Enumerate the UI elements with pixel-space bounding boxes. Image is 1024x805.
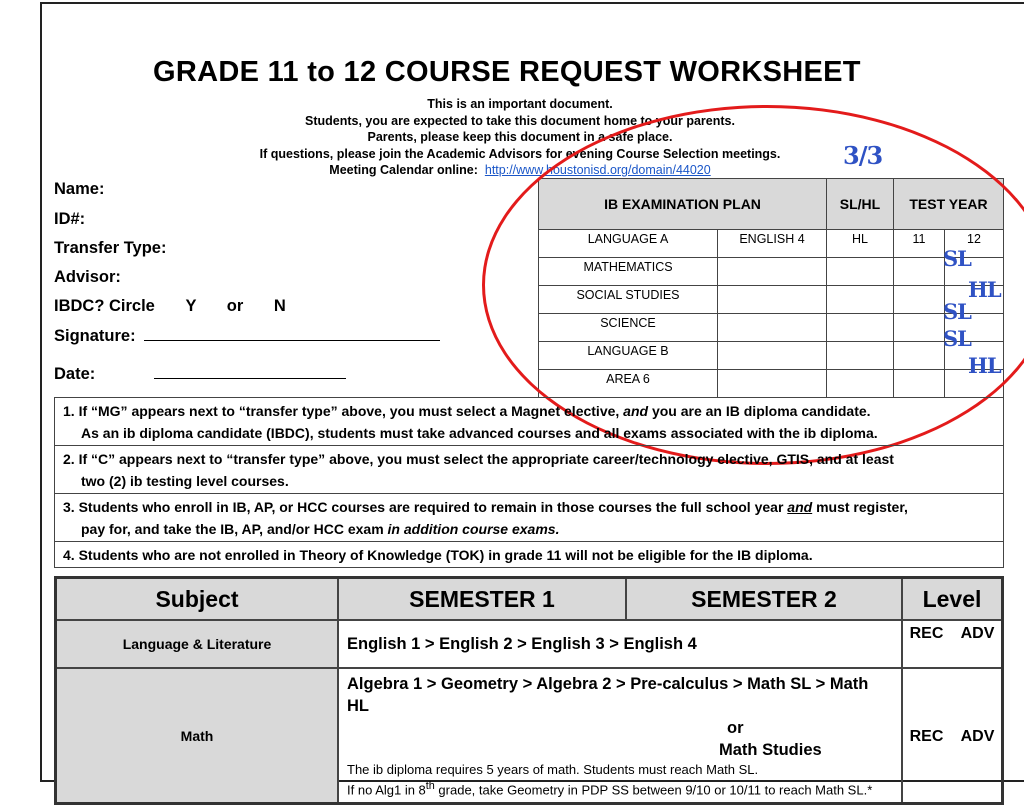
ib-level-cell[interactable]: HL [827,230,894,258]
instruction-text: pay for, and take the IB, AP, and/or HCC exam [81,521,384,537]
course-row [56,668,1003,804]
instruction-text: As an ib diploma candidate (IBDC), students must take advanced courses and all exams associated with the ib diploma. [81,425,878,441]
signature-field[interactable] [54,326,440,346]
instruction-item [55,446,1003,494]
course-sequence: English 1 > English 2 > English 3 > English 4 [338,620,902,668]
ib-subject-cell: LANGUAGE B [539,342,718,370]
instruction-text: 2. If “C” appears next to “transfer type” above, you must select the appropriate career/technology elective, GTIS, and at least [63,451,894,467]
ibdc-label: IBDC? Circle [54,297,155,315]
course-request-table [54,576,1004,805]
math-note-text: If no Alg1 in 8 [347,782,426,798]
instructions-box [54,397,1004,568]
signature-label: Signature: [54,327,136,345]
level-options[interactable]: REC ADV [902,668,1003,804]
instruction-text: you are an IB diploma candidate. [651,403,871,419]
transfer-type-field[interactable]: Transfer Type: [54,239,167,257]
intro-line: Parents, please keep this document in a safe place. [367,130,673,144]
instruction-continuation [63,518,997,540]
handwritten-fraction: 3/3 [843,141,883,170]
ibdc-field [54,297,286,316]
ib-subject-cell: MATHEMATICS [539,258,718,286]
course-sequence: Algebra 1 > Geometry > Algebra 2 > Pre-calculus > Math SL > Math HL [347,675,869,715]
math-note: The ib diploma requires 5 years of math. Students must reach Math SL. [347,762,759,777]
instruction-text: 1. If “MG” appears next to “transfer type” above, you must select a Magnet elective, [63,403,620,419]
semester-1-header: SEMESTER 1 [338,578,626,621]
page-title: GRADE 11 to 12 COURSE REQUEST WORKSHEET [153,56,861,88]
date-line[interactable] [154,364,346,379]
ib-year-cell[interactable]: 12 [945,230,1004,258]
ib-subject-cell: AREA 6 [539,370,718,398]
advisor-field[interactable]: Advisor: [54,268,121,286]
handwritten-mark: HL [968,353,1001,378]
ibdc-yes-option[interactable]: Y [185,297,197,315]
calendar-link[interactable]: http://www.houstonisd.org/domain/44020 [484,163,711,177]
intro-line: This is an important document. [427,97,613,111]
ib-plan-header: IB EXAMINATION PLAN [539,179,827,230]
subject-cell: Math [56,668,339,804]
ibdc-no-option[interactable]: N [273,297,286,315]
math-note-text: grade, take Geometry in PDP SS between 9/10 or 10/11 to reach Math SL.* [434,782,873,798]
ib-subject-cell: SOCIAL STUDIES [539,286,718,314]
level-options[interactable]: REC ADV [902,620,1003,668]
date-label: Date: [54,365,96,383]
instruction-text: 3. Students who enroll in IB, AP, or HCC courses are required to remain in those courses the full school year [63,499,784,515]
name-field[interactable]: Name: [54,180,105,198]
handwritten-mark: SL [943,299,971,324]
signature-line[interactable] [144,326,440,341]
ib-year-cell[interactable]: 11 [894,230,945,258]
semester-2-header: SEMESTER 2 [626,578,902,621]
level-header: Level [902,578,1003,621]
course-table-wrap [54,576,1004,805]
instruction-item [55,398,1003,446]
handwritten-mark: SL [943,246,971,271]
test-year-header: TEST YEAR [894,179,1004,230]
course-row [56,620,1003,668]
math-note-sup: th [425,780,435,792]
date-field[interactable] [54,364,346,384]
instruction-emphasis: and [787,499,813,515]
instruction-text: two (2) ib testing level courses. [81,473,289,489]
or-label: or [727,719,744,737]
instruction-item [55,542,1003,567]
calendar-label: Meeting Calendar online: [329,163,478,177]
instruction-text: 4. Students who are not enrolled in Theory of Knowledge (TOK) in grade 11 will not be eligible for the IB diploma. [63,547,813,563]
id-field[interactable]: ID#: [54,210,86,228]
ib-subject-cell: LANGUAGE A [539,230,718,258]
subject-header: Subject [56,578,339,621]
sl-hl-header: SL/HL [827,179,894,230]
instruction-item [55,494,1003,542]
ib-course-cell[interactable]: ENGLISH 4 [718,230,827,258]
ib-subject-cell: SCIENCE [539,314,718,342]
instruction-text: must register, [816,499,908,515]
math-note [347,778,893,798]
course-sequence-cell [338,668,902,804]
ibdc-or-label: or [226,297,244,315]
instruction-emphasis: in addition course exams. [387,521,560,537]
intro-line: If questions, please join the Academic Advisors for evening Course Selection meetings. [259,146,781,161]
math-studies-label: Math Studies [719,741,822,759]
handwritten-mark: SL [943,326,971,351]
handwritten-mark: HL [968,277,1001,302]
intro-line: Students, you are expected to take this document home to your parents. [305,113,735,128]
instruction-emphasis: and [623,403,649,419]
subject-cell: Language & Literature [56,620,339,668]
